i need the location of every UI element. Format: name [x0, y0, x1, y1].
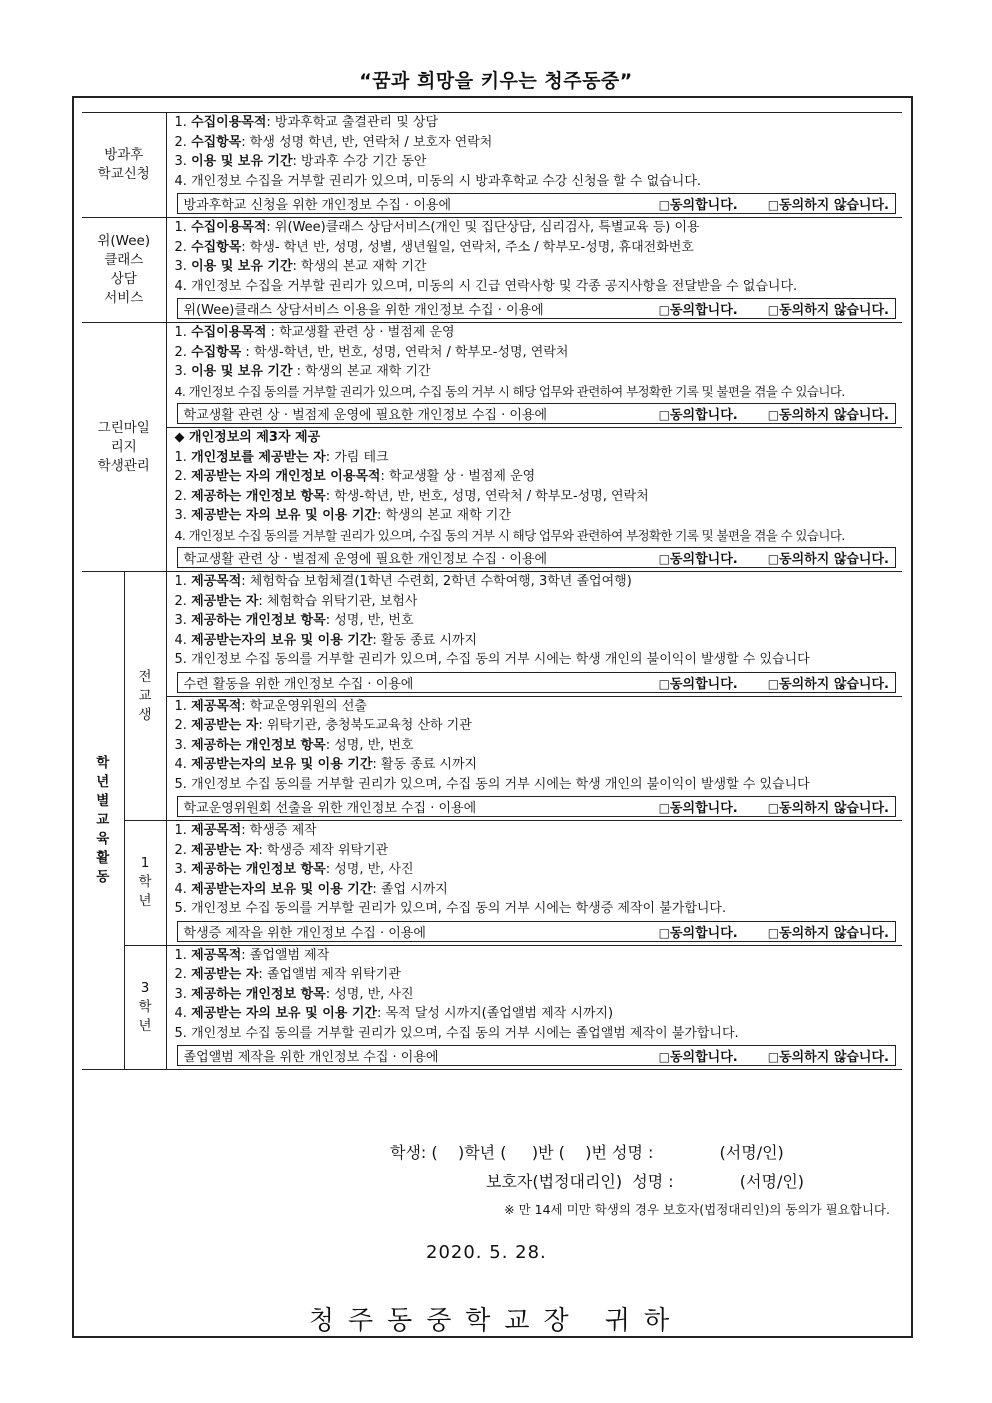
item-text: : 학생의 본교 재학 기간	[376, 508, 511, 523]
item-heading: 제공받는 자	[191, 718, 259, 733]
item-number: 1.	[174, 947, 192, 963]
item-heading: 제공받는 자	[191, 967, 259, 982]
item-number: 4.	[174, 383, 189, 399]
consent-text: 학교운영위원회 선출을 위한 개인정보 수집 · 이용에	[183, 801, 477, 816]
item-text: 개인정보 수집 동의를 거부할 권리가 있으며, 수집 동의 거부 시에는 졸업앨범 제작이 불가합니다.	[191, 1025, 739, 1041]
grade3-label: 3 학 년	[124, 945, 166, 1070]
item-heading: 수집이용목적	[191, 220, 267, 235]
checkbox-label: 동의하지 않습니다.	[779, 925, 889, 941]
date: 2020. 5. 28.	[426, 1242, 547, 1263]
afterschool-label: 방과후 학교신청	[82, 113, 166, 218]
list-item	[167, 1024, 902, 1044]
item-number: 3.	[174, 862, 192, 877]
grade1-content	[166, 821, 902, 946]
item-text: : 졸업앨범 제작 위탁기관	[258, 967, 401, 982]
green-content	[166, 323, 902, 572]
item-number: 1.	[174, 449, 192, 465]
consent-line	[177, 193, 896, 214]
consent-text: 방과후학교 신청을 위한 개인정보 수집 · 이용에	[183, 198, 452, 213]
item-heading: 제공목적	[191, 698, 242, 714]
green-label: 그린마일 리지 학생관리	[82, 323, 166, 572]
list-item	[167, 880, 902, 900]
checkbox-icon[interactable]: □	[658, 552, 670, 566]
checkbox-label: 동의합니다.	[669, 925, 738, 941]
item-number: 3.	[174, 986, 192, 1002]
checkbox-label: 동의하지 않습니다.	[779, 676, 889, 692]
item-number: 2.	[174, 344, 192, 360]
item-number: 2.	[174, 842, 192, 858]
checkbox-icon[interactable]: □	[658, 303, 670, 317]
checkbox-icon[interactable]: □	[767, 676, 780, 691]
list-item	[167, 697, 902, 717]
checkbox-icon[interactable]: □	[658, 198, 670, 212]
student-signature-line[interactable]: 학생: ( )학년 ( )반 ( )번 성명 : (서명/인)	[390, 1143, 784, 1162]
wee-content	[166, 218, 902, 323]
item-heading: 제공하는 개인정보 항목	[191, 862, 326, 877]
item-number: 2.	[174, 593, 192, 609]
checkbox-label: 동의하지 않습니다.	[779, 801, 889, 816]
item-text: : 학생증 제작 위탁기관	[258, 842, 389, 858]
disagree-checkbox[interactable]	[768, 797, 889, 816]
item-number: 3.	[174, 508, 192, 523]
checkbox-label: 동의합니다.	[669, 303, 738, 318]
checkbox-icon[interactable]: □	[767, 408, 780, 422]
disagree-checkbox[interactable]	[768, 299, 889, 318]
item-number: 5.	[174, 652, 192, 667]
list-item	[167, 755, 902, 775]
item-text: : 가림 테크	[325, 449, 389, 465]
item-number: 1.	[174, 325, 192, 340]
item-number: 3.	[174, 154, 192, 169]
item-number: 1.	[174, 115, 192, 130]
list-item	[167, 152, 902, 172]
item-heading: 제공받는 자	[191, 593, 259, 609]
list-item	[167, 821, 902, 841]
list-item	[167, 238, 902, 258]
item-number: 1.	[174, 220, 192, 235]
item-heading: 이용 및 보유 기간	[191, 259, 293, 274]
checkbox-icon[interactable]: □	[658, 1050, 670, 1064]
list-item	[167, 650, 902, 670]
afterschool-row	[82, 113, 902, 218]
item-text: : 학생 성명 학년, 반, 연락처 / 보호자 연락처	[241, 134, 493, 150]
list-item	[167, 592, 902, 612]
agree-checkbox[interactable]	[659, 922, 738, 941]
item-number: 4.	[174, 757, 192, 772]
consent-text: 수련 활동을 위한 개인정보 수집 · 이용에	[183, 676, 414, 692]
item-text: : 방과후학교 출결관리 및 상담	[266, 115, 439, 130]
disagree-checkbox[interactable]	[768, 404, 889, 423]
item-heading: 제공목적	[191, 947, 242, 963]
list-item	[167, 631, 902, 651]
item-heading: 제공받는자의 보유 및 이용 기간	[191, 881, 373, 897]
item-number: 4.	[174, 173, 192, 189]
checkbox-label: 동의합니다.	[669, 801, 738, 816]
checkbox-label: 동의합니다.	[669, 198, 738, 213]
wee-row	[82, 218, 902, 323]
consent-line	[177, 672, 896, 693]
item-number: 5.	[174, 776, 192, 792]
checkbox-icon[interactable]: □	[767, 1050, 780, 1064]
checkbox-label: 동의하지 않습니다.	[779, 303, 889, 318]
list-item	[167, 448, 902, 468]
list-item	[167, 1004, 902, 1024]
consent-line	[177, 921, 896, 942]
checkbox-label: 동의합니다.	[669, 408, 738, 423]
item-number: 2.	[174, 488, 192, 504]
item-text: : 성명, 반, 번호	[325, 737, 414, 753]
agree-checkbox[interactable]	[659, 673, 738, 692]
disagree-checkbox[interactable]	[768, 194, 889, 213]
disagree-checkbox[interactable]	[768, 548, 889, 567]
item-text: 개인정보 수집 동의를 거부할 권리가 있으며, 수집 동의 거부 시에는 학생증 제작이 불가합니다.	[191, 901, 727, 916]
checkbox-label: 동의합니다.	[669, 676, 738, 692]
checkbox-icon[interactable]: □	[767, 198, 780, 212]
grade3-row	[82, 945, 902, 1070]
item-number: 4.	[174, 632, 192, 648]
grade1-row	[82, 821, 902, 946]
list-item	[167, 323, 902, 343]
item-text: : 학교생활 상 · 벌점제 운영	[380, 469, 536, 484]
checkbox-icon[interactable]: □	[767, 303, 780, 317]
checkbox-icon[interactable]: □	[767, 552, 780, 566]
item-heading: 수집항목	[191, 344, 242, 360]
item-text: 개인정보 수집 동의를 거부할 권리가 있으며, 수집 동의 거부 시에는 학생 개인의 불이익이 발생할 수 있습니다	[191, 776, 810, 792]
list-item	[167, 736, 902, 756]
grade-activity-label: 학 년 별 교 육 활 동	[82, 572, 124, 1070]
list-item	[167, 526, 902, 546]
item-heading: 제공목적	[191, 823, 242, 838]
item-text: : 위탁기관, 충청북도교육청 산하 기관	[258, 718, 472, 733]
item-text: : 졸업앨범 제작	[241, 947, 330, 963]
checkbox-icon[interactable]: □	[658, 676, 670, 691]
item-heading: 이용 및 보유 기간	[191, 154, 293, 169]
item-heading: 제공받는 자의 개인정보 이용목적	[191, 469, 381, 484]
item-number: 3.	[174, 737, 192, 753]
list-item	[167, 506, 902, 526]
agree-checkbox[interactable]	[659, 299, 738, 318]
committee-content	[166, 696, 902, 821]
disagree-checkbox[interactable]	[768, 922, 889, 941]
item-heading: 제공하는 개인정보 항목	[191, 737, 326, 753]
item-heading: 제공목적	[191, 574, 242, 589]
list-item	[167, 343, 902, 363]
item-text: : 목적 달성 시까지(졸업앨범 제작 시까지)	[376, 1006, 614, 1021]
item-text: : 활동 종료 시까지	[372, 757, 478, 772]
item-heading: 수집이용목적	[191, 115, 267, 130]
item-text: : 졸업 시까지	[372, 881, 448, 897]
item-heading: 제공하는 개인정보 항목	[191, 613, 326, 628]
list-item	[167, 899, 902, 919]
item-heading: 제공받는 자의 보유 및 이용 기간	[191, 508, 377, 523]
list-item	[167, 716, 902, 736]
checkbox-icon[interactable]: □	[767, 801, 780, 815]
item-text: : 성명, 반, 사진	[325, 986, 414, 1002]
item-text: 개인정보 수집 동의를 거부할 권리가 있으며, 수집 동의 거부 시 해당 업무와 관련하여 부정확한 기록 및 불편을 겪을 수 있습니다.	[188, 527, 845, 543]
consent-text: 학교생활 관련 상 · 벌점제 운영에 필요한 개인정보 수집 · 이용에	[183, 552, 548, 567]
item-heading: 제공받는 자	[191, 842, 259, 858]
list-item	[167, 611, 902, 631]
list-item	[167, 113, 902, 133]
consent-line	[177, 403, 896, 424]
consent-text: 졸업앨범 제작을 위한 개인정보 수집 · 이용에	[183, 1050, 439, 1065]
item-text: : 학생증 제작	[241, 823, 317, 838]
consent-line	[177, 796, 896, 817]
item-number: 2.	[174, 718, 192, 733]
item-heading: 제공하는 개인정보 항목	[191, 488, 326, 504]
agree-checkbox[interactable]	[659, 797, 738, 816]
consent-text: 학생증 제작을 위한 개인정보 수집 · 이용에	[183, 925, 426, 941]
checkbox-icon[interactable]: □	[658, 801, 670, 815]
trip-row	[82, 572, 902, 697]
item-text: 개인정보 수집 동의를 거부할 권리가 있으며, 수집 동의 거부 시에는 학생 개인의 불이익이 발생할 수 있습니다	[191, 652, 810, 667]
agree-checkbox[interactable]	[659, 194, 738, 213]
item-heading: 제공받는자의 보유 및 이용 기간	[191, 632, 373, 648]
item-heading: 제공하는 개인정보 항목	[191, 986, 326, 1002]
item-text: : 학생-학년, 반, 번호, 성명, 연락처 / 학부모-성명, 연락처	[241, 344, 569, 360]
consent-line	[177, 298, 896, 319]
item-text: : 체험학습 보험체결(1학년 수련회, 2학년 수학여행, 3학년 졸업여행)	[241, 574, 632, 589]
committee-row	[82, 696, 902, 821]
list-item	[167, 382, 902, 402]
item-heading: 제공받는자의 보유 및 이용 기간	[191, 757, 373, 772]
item-number: 4.	[174, 881, 192, 897]
item-heading: 이용 및 보유 기간	[191, 364, 293, 379]
item-number: 3.	[174, 613, 192, 628]
disagree-checkbox[interactable]	[768, 673, 889, 692]
consent-line	[177, 1045, 896, 1066]
consent-text: 학교생활 관련 상 · 벌점제 운영에 필요한 개인정보 수집 · 이용에	[183, 408, 548, 423]
item-text: 개인정보 수집을 거부할 권리가 있으며, 미동의 시 긴급 연락사항 및 각종 공지사항을 전달받을 수 없습니다.	[191, 278, 798, 294]
item-text: : 체험학습 위탁기관, 보험사	[258, 593, 418, 609]
item-text: : 위(Wee)클래스 상담서비스(개인 및 집단상담, 심리검사, 특별교육 등) 이용	[266, 220, 700, 235]
item-heading: 제공받는 자의 보유 및 이용 기간	[191, 1006, 377, 1021]
page-title: “꿈과 희망을 키우는 청주동중”	[359, 70, 633, 92]
all-students-label: 전 교 생	[124, 572, 166, 821]
consent-line	[177, 547, 896, 568]
list-item	[167, 257, 902, 277]
item-text: : 학교운영위원의 선출	[241, 698, 367, 714]
agree-checkbox[interactable]	[659, 548, 738, 567]
grade3-content	[166, 945, 902, 1070]
item-text: : 방과후 수강 기간 동안	[292, 154, 427, 169]
consent-table	[82, 112, 902, 1070]
grade1-label: 1 학 년	[124, 821, 166, 946]
item-heading: 수집항목	[191, 239, 242, 255]
wee-label: 위(Wee) 클래스 상담 서비스	[82, 218, 166, 323]
list-item	[167, 362, 902, 382]
list-item	[167, 965, 902, 985]
item-number: 2.	[174, 134, 192, 150]
age-notice: ※ 만 14세 미만 학생의 경우 보호자(법정대리인)의 동의가 필요합니다.	[504, 1202, 890, 1217]
checkbox-label: 동의하지 않습니다.	[779, 408, 889, 423]
item-number: 4.	[174, 278, 192, 294]
checkbox-label: 동의하지 않습니다.	[779, 1050, 889, 1065]
checkbox-label: 동의하지 않습니다.	[779, 552, 889, 567]
list-item	[167, 277, 902, 297]
item-text: : 학생의 본교 재학 기간	[292, 259, 427, 274]
list-item	[167, 775, 902, 795]
disagree-checkbox[interactable]	[768, 1046, 889, 1065]
item-number: 2.	[174, 239, 192, 255]
item-text: : 학교생활 관련 상 · 벌점제 운영	[266, 325, 455, 340]
item-number: 4.	[174, 527, 189, 543]
list-item	[167, 572, 902, 592]
checkbox-icon[interactable]: □	[658, 408, 670, 422]
item-number: 1.	[174, 698, 192, 714]
item-text: : 학생-학년, 반, 번호, 성명, 연락처 / 학부모-성명, 연락처	[325, 488, 649, 504]
afterschool-content	[166, 113, 902, 218]
list-item	[167, 946, 902, 966]
list-item	[167, 860, 902, 880]
list-item	[167, 841, 902, 861]
item-number: 1.	[174, 574, 192, 589]
item-number: 3.	[174, 364, 192, 379]
item-text: : 학생- 학년 반, 성명, 성별, 생년월일, 연락처, 주소 / 학부모-성명, 휴대전화번호	[241, 239, 694, 255]
list-item	[167, 467, 902, 487]
list-item	[167, 985, 902, 1005]
item-text: 개인정보 수집을 거부할 권리가 있으며, 미동의 시 방과후학교 수강 신청을 할 수 없습니다.	[191, 173, 702, 189]
consent-text: 위(Wee)클래스 상담서비스 이용을 위한 개인정보 수집 · 이용에	[183, 303, 544, 318]
item-number: 2.	[174, 967, 192, 982]
item-number: 1.	[174, 823, 192, 838]
list-item	[167, 133, 902, 153]
item-text: : 학생의 본교 재학 기간	[292, 364, 431, 379]
addressee: 청주동중학교장 귀하	[308, 1306, 684, 1336]
checkbox-icon[interactable]: □	[767, 925, 780, 940]
trip-content	[166, 572, 902, 697]
guardian-signature-line[interactable]: 보호자(법정대리인) 성명 : (서명/인)	[486, 1172, 805, 1191]
agree-checkbox[interactable]	[659, 1046, 738, 1065]
item-text: : 성명, 반, 사진	[325, 862, 414, 877]
item-text: : 성명, 반, 번호	[325, 613, 414, 628]
item-number: 5.	[174, 1025, 192, 1041]
item-heading: 개인정보를 제공받는 자	[191, 449, 326, 465]
list-item	[167, 218, 902, 238]
item-number: 3.	[174, 259, 192, 274]
checkbox-label: 동의하지 않습니다.	[779, 198, 889, 213]
checkbox-label: 동의합니다.	[669, 1050, 738, 1065]
item-number: 4.	[174, 1006, 192, 1021]
checkbox-label: 동의합니다.	[669, 552, 738, 567]
green-row	[82, 323, 902, 572]
list-item	[167, 487, 902, 507]
consent-form	[72, 96, 913, 1338]
checkbox-icon[interactable]: □	[658, 925, 670, 940]
agree-checkbox[interactable]	[659, 404, 738, 423]
item-text: 개인정보 수집 동의를 거부할 권리가 있으며, 수집 동의 거부 시 해당 업무와 관련하여 부정확한 기록 및 불편을 겪을 수 있습니다.	[188, 383, 845, 399]
item-text: : 활동 종료 시까지	[372, 632, 478, 648]
item-heading: 수집이용목적	[191, 325, 267, 340]
item-number: 5.	[174, 901, 192, 916]
list-item	[167, 172, 902, 192]
third-party-heading: ◆ 개인정보의 제3자 제공	[174, 430, 321, 445]
item-heading: 수집항목	[191, 134, 242, 150]
item-number: 2.	[174, 469, 192, 484]
